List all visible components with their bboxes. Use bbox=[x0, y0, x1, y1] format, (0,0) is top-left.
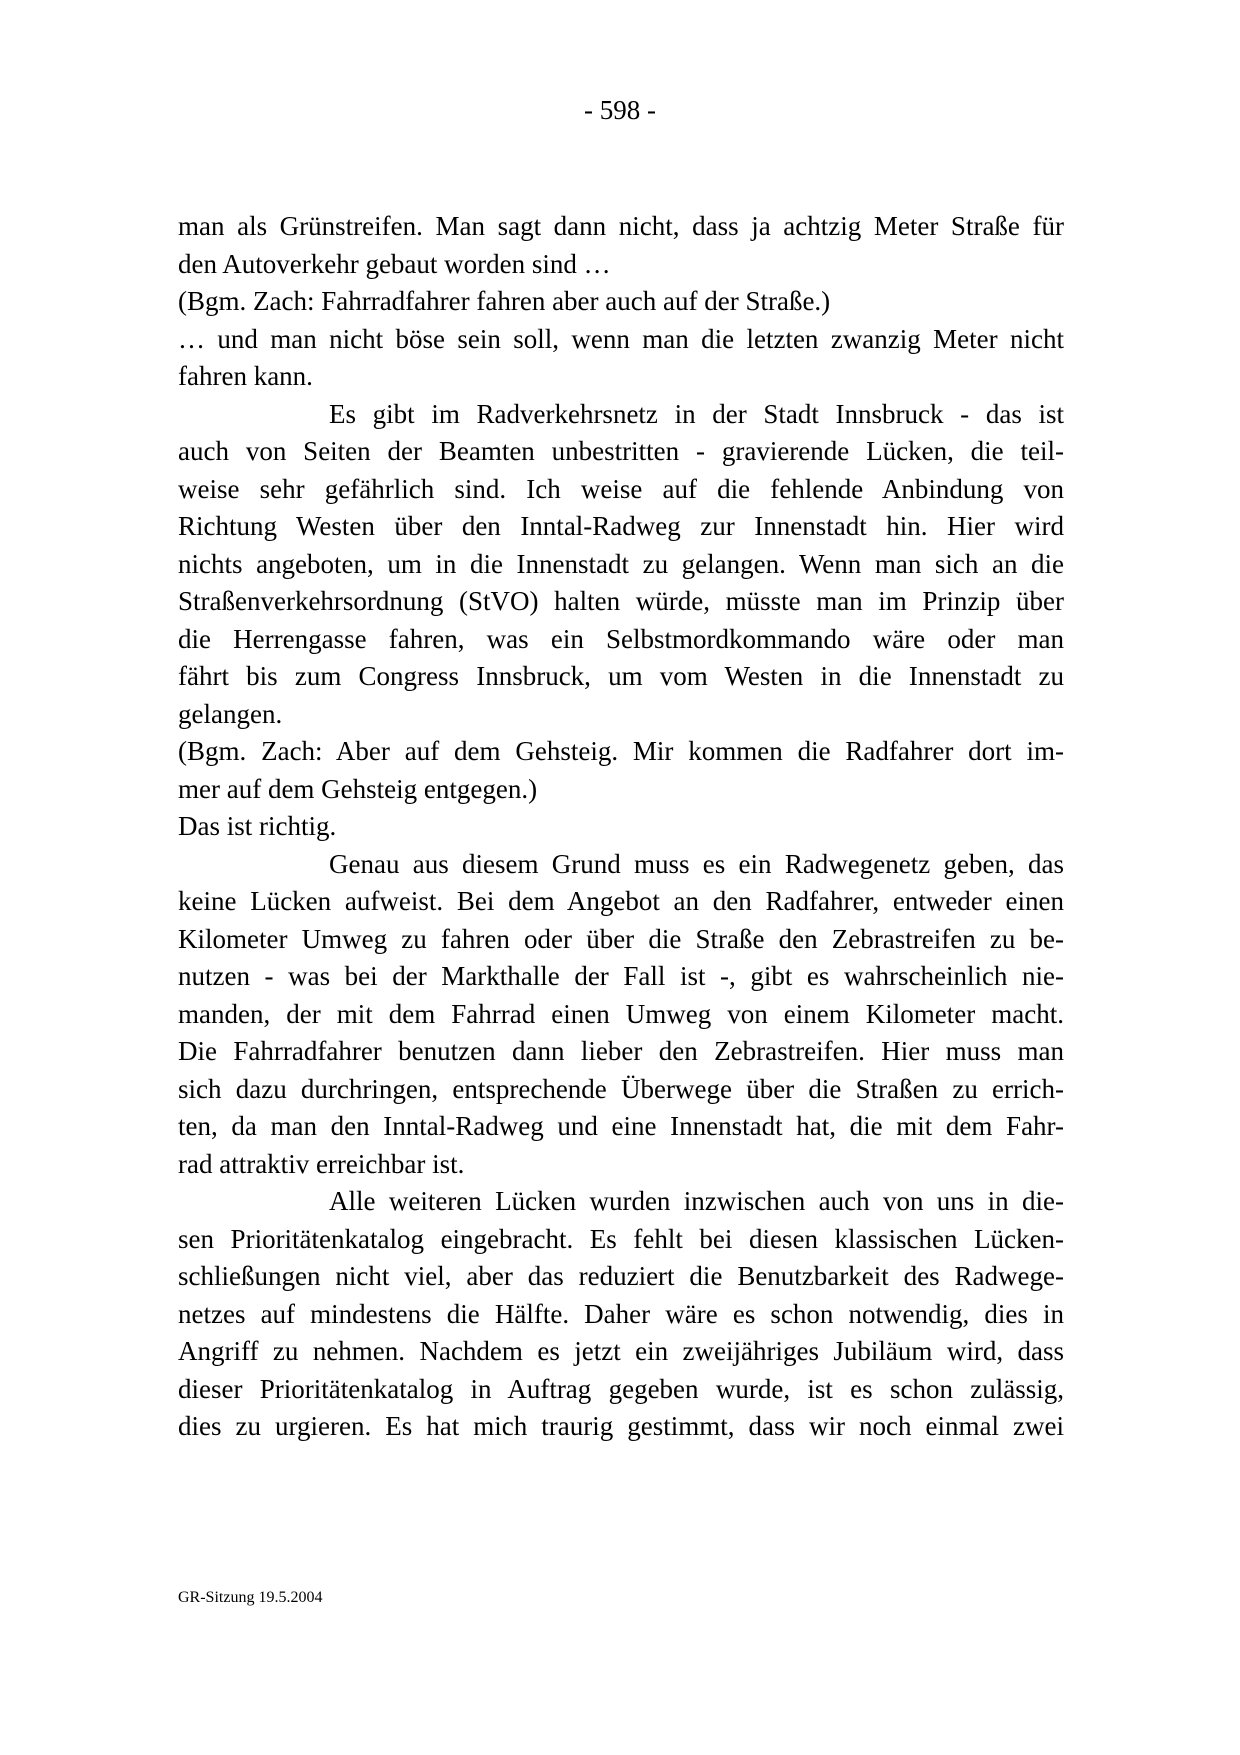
page-number: - 598 - bbox=[584, 95, 656, 125]
text-line: Kilometer Umweg zu fahren oder über die Straße den Zebrastreifen zu be- bbox=[178, 923, 1064, 954]
text-line: Angriff zu nehmen. Nachdem es jetzt ein zweijähriges Jubiläum wird, dass bbox=[178, 1336, 1064, 1366]
document-body bbox=[178, 208, 1064, 1446]
text-line: manden, der mit dem Fahrrad einen Umweg von einem Kilometer macht. bbox=[178, 998, 1064, 1029]
paragraph-start-line: Genau aus diesem Grund muss es ein Radwegenetz geben, das bbox=[329, 848, 1064, 879]
text-line: fahren kann. bbox=[178, 361, 313, 391]
text-line: Die Fahrradfahrer benutzen dann lieber den Zebrastreifen. Hier muss man bbox=[178, 1036, 1064, 1066]
paragraph-start-line: Es gibt im Radverkehrsnetz in der Stadt Innsbruck - das ist bbox=[329, 398, 1064, 429]
footer-session-date: GR-Sitzung 19.5.2004 bbox=[178, 1589, 323, 1606]
text-line: weise sehr gefährlich sind. Ich weise auf die fehlende Anbindung von bbox=[178, 473, 1064, 504]
text-line: auch von Seiten der Beamten unbestritten - gravierende Lücken, die teil- bbox=[178, 436, 1064, 466]
text-line: man als Grünstreifen. Man sagt dann nicht, dass ja achtzig Meter Straße für bbox=[178, 211, 1064, 241]
text-line: den Autoverkehr gebaut worden sind … bbox=[178, 248, 611, 279]
text-line: rad attraktiv erreichbar ist. bbox=[178, 1148, 465, 1179]
text-line: sich dazu durchringen, entsprechende Überwege über die Straßen zu errich- bbox=[178, 1073, 1064, 1104]
interjection-line: mer auf dem Gehsteig entgegen.) bbox=[178, 773, 538, 804]
text-line: nichts angeboten, um in die Innenstadt zu gelangen. Wenn man sich an die bbox=[178, 548, 1064, 579]
text-line: Das ist richtig. bbox=[178, 811, 337, 841]
text-line: Straßenverkehrsordnung (StVO) halten würde, müsste man im Prinzip über bbox=[178, 586, 1064, 616]
text-line: Richtung Westen über den Inntal-Radweg zur Innenstadt hin. Hier wird bbox=[178, 511, 1064, 541]
paragraph-start-line: Alle weiteren Lücken wurden inzwischen auch von uns in die- bbox=[329, 1186, 1064, 1216]
text-line: dieser Prioritätenkatalog in Auftrag gegeben wurde, ist es schon zulässig, bbox=[178, 1373, 1064, 1404]
text-line: … und man nicht böse sein soll, wenn man die letzten zwanzig Meter nicht bbox=[178, 323, 1064, 354]
text-line: schließungen nicht viel, aber das reduziert die Benutzbarkeit des Radwege- bbox=[178, 1261, 1064, 1291]
text-line: gelangen. bbox=[178, 698, 283, 729]
interjection-line: (Bgm. Zach: Aber auf dem Gehsteig. Mir kommen die Radfahrer dort im- bbox=[178, 736, 1064, 766]
text-line: keine Lücken aufweist. Bei dem Angebot an den Radfahrer, entweder einen bbox=[178, 886, 1064, 916]
text-line: ten, da man den Inntal-Radweg und eine Innenstadt hat, die mit dem Fahr- bbox=[178, 1111, 1064, 1141]
text-line: netzes auf mindestens die Hälfte. Daher wäre es schon notwendig, dies in bbox=[178, 1298, 1064, 1329]
text-line: dies zu urgieren. Es hat mich traurig gestimmt, dass wir noch einmal zwei bbox=[178, 1411, 1064, 1441]
interjection-line: (Bgm. Zach: Fahrradfahrer fahren aber auch auf der Straße.) bbox=[178, 286, 831, 316]
text-line: fährt bis zum Congress Innsbruck, um vom Westen in die Innenstadt zu bbox=[178, 661, 1064, 691]
text-line: sen Prioritätenkatalog eingebracht. Es fehlt bei diesen klassischen Lücken- bbox=[178, 1223, 1064, 1254]
text-line: nutzen - was bei der Markthalle der Fall ist -, gibt es wahrscheinlich nie- bbox=[178, 961, 1064, 991]
text-line: die Herrengasse fahren, was ein Selbstmordkommando wäre oder man bbox=[178, 623, 1064, 654]
